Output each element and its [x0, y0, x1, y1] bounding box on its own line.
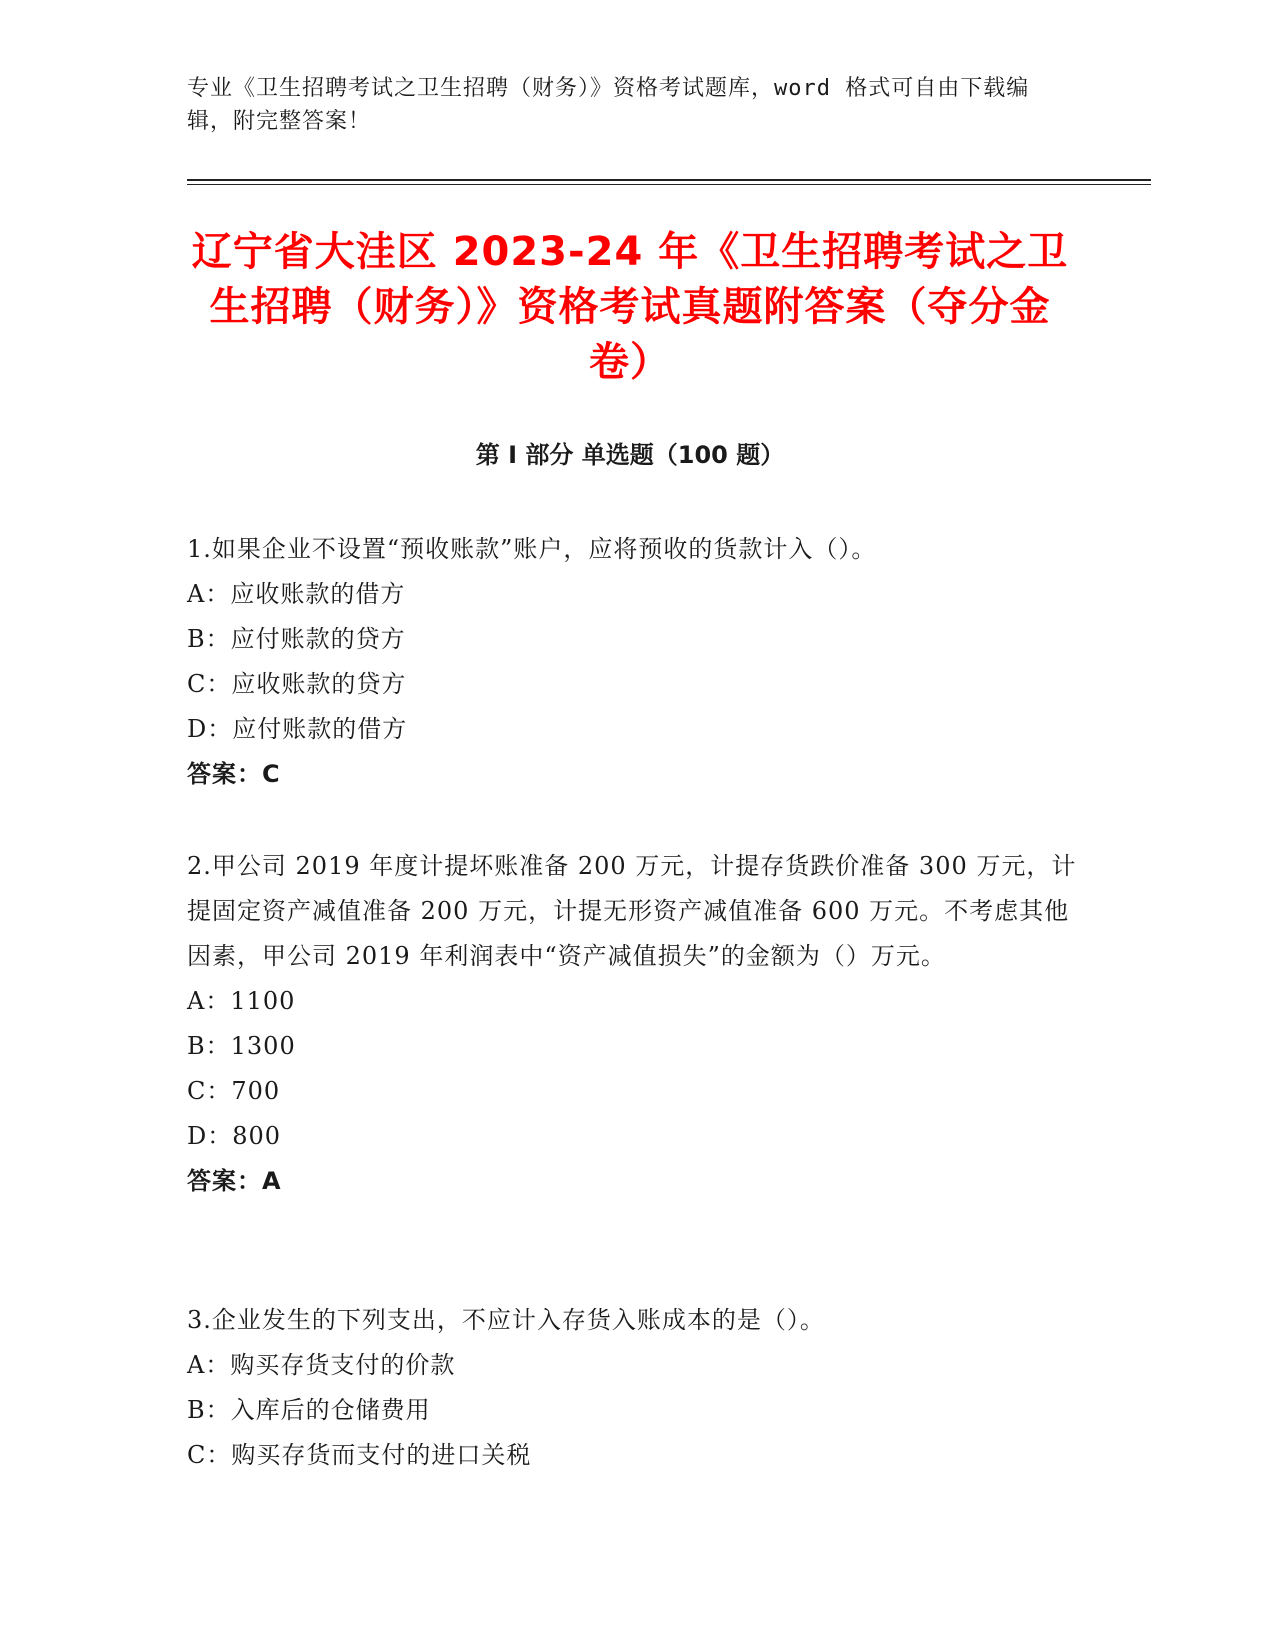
option-c: C：购买存货而支付的进口关税: [187, 1441, 532, 1469]
question-2: [187, 844, 1077, 1204]
question-3: [187, 1298, 1077, 1478]
option-c: C：700: [187, 1077, 281, 1105]
question-stem: 2.甲公司 2019 年度计提坏账准备 200 万元，计提存货跌价准备 300 万元，计提固定资产减值准备 200 万元，计提无形资产减值准备 600 万元。不考虑其他因素，甲公司 2019 年利润表中“资产减值损失”的金额为（）万元。: [187, 852, 1077, 970]
option-a: A：1100: [187, 987, 296, 1015]
option-a: A：购买存货支付的价款: [187, 1351, 456, 1379]
option-d: D：应付账款的借方: [187, 715, 408, 743]
question-stem: 3.企业发生的下列支出，不应计入存货入账成本的是（）。: [187, 1306, 825, 1334]
section-title: 第 I 部分 单选题（100 题）: [475, 441, 785, 469]
option-c: C：应收账款的贷方: [187, 670, 407, 698]
header-divider-thick: [187, 179, 1151, 181]
question-1: [187, 527, 1077, 797]
header-divider-thin: [187, 184, 1151, 185]
option-b: B：入库后的仓储费用: [187, 1396, 431, 1424]
answer: 答案：A: [187, 1167, 282, 1195]
option-a: A：应收账款的借方: [187, 580, 406, 608]
question-stem: 1.如果企业不设置“预收账款”账户，应将预收的货款计入（）。: [187, 535, 877, 563]
document-title: 辽宁省大洼区 2023-24 年《卫生招聘考试之卫生招聘（财务）》资格考试真题附答案（夺分金卷）: [191, 229, 1069, 385]
answer: 答案：C: [187, 760, 281, 788]
option-b: B：1300: [187, 1032, 296, 1060]
option-b: B：应付账款的贷方: [187, 625, 406, 653]
header-note: 专业《卫生招聘考试之卫生招聘（财务）》资格考试题库，word 格式可自由下载编辑，附完整答案！: [187, 76, 1030, 134]
option-d: D：800: [187, 1122, 282, 1150]
